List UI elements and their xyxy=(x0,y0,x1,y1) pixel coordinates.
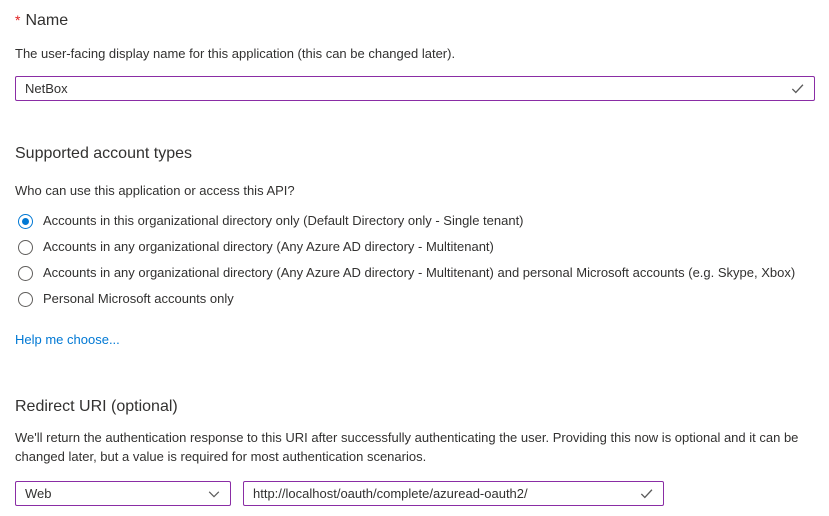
radio-option-label: Personal Microsoft accounts only xyxy=(43,291,234,306)
radio-option-personal-only[interactable] xyxy=(15,286,815,312)
platform-select-value: Web xyxy=(25,486,52,501)
platform-select[interactable] xyxy=(15,481,231,506)
redirect-uri-input[interactable] xyxy=(243,481,664,506)
redirect-uri-title: Redirect URI (optional) xyxy=(15,398,178,415)
redirect-uri-value: http://localhost/oauth/complete/azuread-oauth2/ xyxy=(253,486,528,501)
name-description: The user-facing display name for this application (this can be changed later). xyxy=(15,46,456,61)
radio-button-icon xyxy=(18,266,33,281)
help-me-choose-link[interactable]: Help me choose... xyxy=(15,332,120,347)
radio-option-label: Accounts in any organizational directory (Any Azure AD directory - Multitenant) and personal Microsoft accounts (e.g. Skype, Xbox) xyxy=(43,265,796,280)
name-section-title xyxy=(15,10,815,31)
radio-option-multitenant-personal[interactable] xyxy=(15,260,815,286)
radio-button-icon xyxy=(18,240,33,255)
radio-option-multitenant[interactable] xyxy=(15,234,815,260)
name-input[interactable] xyxy=(15,76,815,101)
radio-option-single-tenant[interactable] xyxy=(15,208,815,234)
account-types-question: Who can use this application or access this API? xyxy=(15,183,295,198)
chevron-down-icon xyxy=(207,487,221,501)
supported-account-types-section xyxy=(15,143,815,349)
radio-button-icon xyxy=(18,292,33,307)
account-types-radio-group xyxy=(15,208,815,312)
check-icon xyxy=(790,81,805,96)
redirect-uri-section xyxy=(15,396,815,506)
redirect-uri-description: We'll return the authentication response to this URI after successfully authenticating the user. Providing this now is optional and it can be changed later, but a value is required for most authentication scenarios. xyxy=(15,430,799,464)
name-input-value: NetBox xyxy=(25,81,68,96)
radio-option-label: Accounts in this organizational directory only (Default Directory only - Single tenant) xyxy=(43,213,524,228)
required-asterisk: * xyxy=(15,12,21,28)
radio-button-icon xyxy=(18,214,33,229)
account-types-title: Supported account types xyxy=(15,145,193,162)
check-icon xyxy=(639,486,654,501)
name-section xyxy=(15,10,815,101)
redirect-uri-row xyxy=(15,481,815,506)
name-label: Name xyxy=(25,12,69,29)
radio-option-label: Accounts in any organizational directory (Any Azure AD directory - Multitenant) xyxy=(43,239,494,254)
